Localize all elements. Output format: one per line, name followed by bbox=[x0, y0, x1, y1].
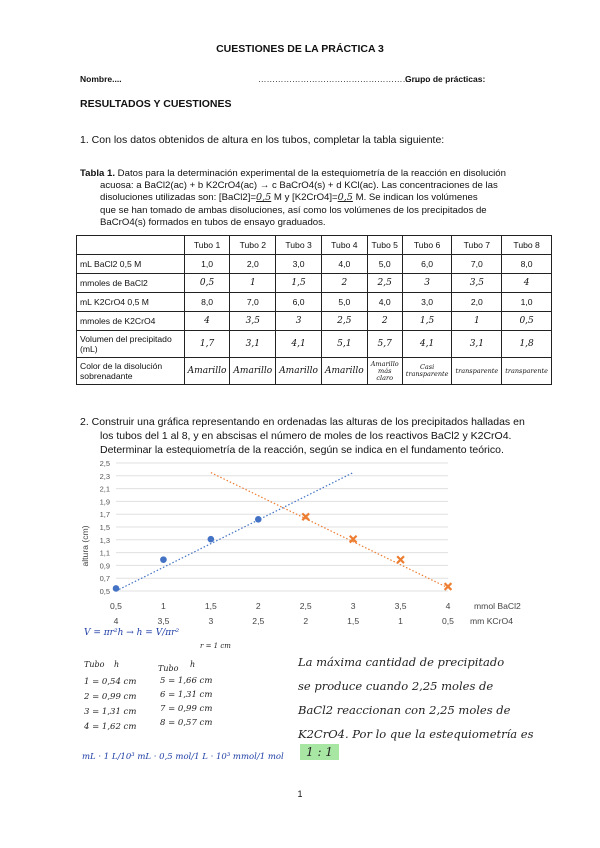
list-item: 7 = 0,99 cm bbox=[160, 704, 213, 714]
x-top-tick-label: 3 bbox=[350, 601, 356, 611]
row-label: mL BaCl2 0,5 M bbox=[77, 255, 185, 274]
height-chart bbox=[76, 458, 521, 633]
bacl2-value: 0,5 bbox=[256, 192, 272, 204]
table-row bbox=[77, 274, 552, 293]
table-cell-handwritten: 3,1 bbox=[452, 331, 502, 358]
y-tick-label: 0,5 bbox=[99, 587, 110, 596]
table-row bbox=[77, 255, 552, 274]
chart-grid bbox=[116, 463, 448, 591]
table-cell-handwritten: transparente bbox=[452, 358, 502, 385]
table-row bbox=[77, 293, 552, 312]
y-tick-label: 2,3 bbox=[99, 471, 110, 481]
stoichiometry-ratio: 1 : 1 bbox=[300, 744, 339, 760]
table-cell-handwritten: 1 bbox=[452, 312, 502, 331]
y-tick-label: 2,5 bbox=[99, 459, 110, 468]
table-cell-handwritten: 0,5 bbox=[184, 274, 230, 293]
x-bottom-tick-labels bbox=[114, 616, 455, 626]
question-2 bbox=[80, 415, 545, 457]
table-header-cell: Tubo 8 bbox=[502, 236, 552, 255]
y-tick-label: 0,7 bbox=[99, 574, 110, 584]
x-bottom-tick-label: 4 bbox=[113, 616, 119, 626]
table-cell-handwritten: 1 bbox=[230, 274, 276, 293]
x-top-tick-label: 2,5 bbox=[299, 601, 312, 611]
data-point bbox=[113, 585, 120, 592]
x-top-axis-label: mmol BaCl2 bbox=[474, 601, 521, 611]
page-number: 1 bbox=[297, 789, 303, 799]
conclusion-note bbox=[298, 650, 534, 746]
table-cell-handwritten: Amarillo bbox=[321, 358, 367, 385]
table-cell-handwritten: 1,7 bbox=[184, 331, 230, 358]
table-cell: 6,0 bbox=[276, 293, 322, 312]
caption-line-2: acuosa: a BaCl2(ac) + b K2CrO4(ac) → c BaCrO4(s) + d KCl(ac). Las concentraciones de las bbox=[100, 180, 498, 192]
table-header-row bbox=[77, 236, 552, 255]
table-cell: 7,0 bbox=[230, 293, 276, 312]
x-bottom-tick-label: 0,5 bbox=[442, 616, 454, 626]
table-cell: 3,0 bbox=[276, 255, 322, 274]
table-cell-handwritten: Amarillo más claro bbox=[367, 358, 402, 385]
x-bottom-tick-label: 1 bbox=[398, 616, 403, 626]
data-point bbox=[160, 556, 167, 563]
table-cell-handwritten: 4,1 bbox=[276, 331, 322, 358]
table-cell: 2,0 bbox=[230, 255, 276, 274]
table-cell: 4,0 bbox=[321, 255, 367, 274]
caption-line-4: que se han tomado de ambas disoluciones, así como los volúmenes de los precipitados de bbox=[100, 204, 487, 216]
table-cell-handwritten: Casi transparente bbox=[402, 358, 452, 385]
table-cell-handwritten: 4,1 bbox=[402, 331, 452, 358]
table-caption bbox=[80, 168, 540, 229]
table-cell-handwritten: 5,7 bbox=[367, 331, 402, 358]
conclusion-line: K2CrO4. Por lo que la estequiometría es bbox=[298, 727, 534, 741]
trendline bbox=[211, 473, 448, 588]
data-point bbox=[255, 516, 262, 523]
x-top-tick-label: 2 bbox=[255, 601, 261, 611]
table-cell: 6,0 bbox=[402, 255, 452, 274]
data-point bbox=[208, 536, 215, 543]
table-header-cell bbox=[77, 236, 185, 255]
table-cell: 3,0 bbox=[402, 293, 452, 312]
table-cell-handwritten: 1,5 bbox=[276, 274, 322, 293]
h-label-left: h bbox=[114, 660, 120, 669]
y-tick-label: 1,5 bbox=[99, 523, 110, 532]
row-label: mmoles de K2CrO4 bbox=[77, 312, 185, 331]
table-cell-handwritten: 3,1 bbox=[230, 331, 276, 358]
table-cell-handwritten: 2 bbox=[321, 274, 367, 293]
table-cell-handwritten: 2,5 bbox=[321, 312, 367, 331]
conclusion-line: se produce cuando 2,25 moles de bbox=[298, 679, 494, 693]
list-item: 3 = 1,31 cm bbox=[84, 707, 137, 717]
table-cell-handwritten: 4 bbox=[502, 274, 552, 293]
formula-note: V = πr²h → h = V/πr² bbox=[84, 628, 180, 638]
nombre-dots: …………………………………………………… bbox=[258, 74, 428, 84]
list-item: 4 = 1,62 cm bbox=[84, 722, 137, 732]
data-point bbox=[397, 556, 404, 563]
table-header-cell: Tubo 2 bbox=[230, 236, 276, 255]
y-tick-labels bbox=[100, 459, 110, 596]
q2-line-1: 2. Construir una gráfica representando en ordenadas las alturas de los precipitados halladas en bbox=[80, 416, 525, 428]
x-top-tick-label: 1 bbox=[161, 601, 166, 611]
table-row bbox=[77, 358, 552, 385]
y-tick-label: 1,7 bbox=[99, 510, 110, 520]
table-cell-handwritten: 3 bbox=[402, 274, 452, 293]
q2-line-2: los tubos del 1 al 8, y en abscisas el número de moles de los reactivos BaCl2 y K2CrO4. bbox=[100, 430, 512, 442]
caption-label: Tabla 1. bbox=[80, 168, 116, 179]
table-row bbox=[77, 331, 552, 358]
table-cell-handwritten: 1,5 bbox=[402, 312, 452, 331]
caption-line-1: Datos para la determinación experimental de la estequiometría de la reacción en disolución bbox=[115, 168, 506, 179]
caption-line-3: disoluciones utilizadas son: [BaCl2]=0,5 M y [K2CrO4]=0,5 M. Se indican los volúmenes bbox=[100, 192, 478, 204]
row-label: mL K2CrO4 0,5 M bbox=[77, 293, 185, 312]
table-cell: 2,0 bbox=[452, 293, 502, 312]
table-cell-handwritten: 3 bbox=[276, 312, 322, 331]
data-point bbox=[445, 583, 452, 590]
y-tick-label: 1,1 bbox=[99, 548, 110, 558]
height-list-left bbox=[84, 675, 136, 735]
x-top-tick-labels bbox=[110, 601, 451, 611]
conclusion-line: BaCl2 reaccionan con 2,25 moles de bbox=[298, 703, 511, 717]
question-1: 1. Con los datos obtenidos de altura en los tubos, completar la tabla siguiente: bbox=[80, 134, 445, 146]
conclusion-line: La máxima cantidad de precipitado bbox=[298, 655, 505, 669]
chart-trendlines bbox=[116, 473, 448, 591]
list-item: 6 = 1,31 cm bbox=[160, 690, 213, 700]
x-bottom-tick-label: 1,5 bbox=[347, 616, 360, 626]
row-label: Volumen del precipitado (mL) bbox=[77, 331, 185, 358]
x-bottom-tick-label: 3,5 bbox=[157, 616, 170, 626]
table-cell-handwritten: Amarillo bbox=[276, 358, 322, 385]
table-header-cell: Tubo 7 bbox=[452, 236, 502, 255]
y-axis-label: altura (cm) bbox=[80, 525, 90, 567]
q2-line-3: Determinar la estequiometría de la reacción, según se indica en el fundamento teórico. bbox=[100, 444, 504, 456]
table-header-cell: Tubo 3 bbox=[276, 236, 322, 255]
caption-line-5: BaCrO4(s) formados en tubos de ensayo graduados. bbox=[100, 216, 326, 228]
table-cell: 4,0 bbox=[367, 293, 402, 312]
table-header-cell: Tubo 1 bbox=[184, 236, 230, 255]
y-tick-label: 2,1 bbox=[99, 484, 110, 494]
table-cell: 7,0 bbox=[452, 255, 502, 274]
radius-note: r = 1 cm bbox=[200, 642, 231, 650]
table-cell-handwritten: 2,5 bbox=[367, 274, 402, 293]
x-top-tick-label: 4 bbox=[445, 601, 451, 611]
list-item: 8 = 0,57 cm bbox=[160, 718, 213, 728]
table-cell-handwritten: Amarillo bbox=[184, 358, 230, 385]
table-header-cell: Tubo 4 bbox=[321, 236, 367, 255]
x-top-tick-label: 1,5 bbox=[204, 601, 217, 611]
unit-conversion-note: mL · 1 L/10³ mL · 0,5 mol/1 L · 10³ mmol/1 mol bbox=[82, 752, 284, 762]
list-item: 5 = 1,66 cm bbox=[160, 676, 213, 686]
table-cell: 1,0 bbox=[502, 293, 552, 312]
row-label: Color de la disolución sobrenadante bbox=[77, 358, 185, 385]
k2cro4-value: 0,5 bbox=[337, 192, 353, 204]
x-bottom-tick-label: 2 bbox=[303, 616, 309, 626]
page-title: CUESTIONES DE LA PRÁCTICA 3 bbox=[216, 43, 384, 55]
x-top-tick-label: 3,5 bbox=[394, 601, 407, 611]
table-cell: 1,0 bbox=[184, 255, 230, 274]
x-bottom-tick-label: 2,5 bbox=[252, 616, 265, 626]
table-cell: 5,0 bbox=[367, 255, 402, 274]
table-cell-handwritten: 1,8 bbox=[502, 331, 552, 358]
tubo-label-right: Tubo bbox=[158, 664, 179, 673]
table-cell-handwritten: 0,5 bbox=[502, 312, 552, 331]
table-cell-handwritten: 5,1 bbox=[321, 331, 367, 358]
table-cell: 5,0 bbox=[321, 293, 367, 312]
table-row bbox=[77, 312, 552, 331]
table-header-cell: Tubo 6 bbox=[402, 236, 452, 255]
y-tick-label: 0,9 bbox=[99, 561, 110, 571]
section-heading: RESULTADOS Y CUESTIONES bbox=[80, 98, 232, 110]
trendline bbox=[116, 473, 353, 591]
table-cell-handwritten: 4 bbox=[184, 312, 230, 331]
table-cell-handwritten: 3,5 bbox=[230, 312, 276, 331]
row-label: mmoles de BaCl2 bbox=[77, 274, 185, 293]
table-cell-handwritten: transparente bbox=[502, 358, 552, 385]
results-table bbox=[76, 235, 552, 385]
table-cell-handwritten: 3,5 bbox=[452, 274, 502, 293]
x-bottom-axis-label: mm KCrO4 bbox=[470, 616, 513, 626]
table-cell: 8,0 bbox=[184, 293, 230, 312]
x-bottom-tick-label: 3 bbox=[208, 616, 214, 626]
tubo-label-left: Tubo bbox=[84, 660, 105, 669]
table-header-cell: Tubo 5 bbox=[367, 236, 402, 255]
nombre-label: Nombre.... bbox=[80, 74, 122, 84]
list-item: 2 = 0,99 cm bbox=[84, 692, 137, 702]
list-item: 1 = 0,54 cm bbox=[84, 677, 137, 687]
h-label-right: h bbox=[190, 660, 196, 669]
grupo-label: Grupo de prácticas: bbox=[405, 74, 486, 84]
height-list-right bbox=[160, 674, 212, 730]
table-cell-handwritten: Amarillo bbox=[230, 358, 276, 385]
table-cell-handwritten: 2 bbox=[367, 312, 402, 331]
table-cell: 8,0 bbox=[502, 255, 552, 274]
y-tick-label: 1,3 bbox=[99, 535, 110, 545]
y-tick-label: 1,9 bbox=[99, 497, 110, 507]
x-top-tick-label: 0,5 bbox=[110, 601, 122, 611]
